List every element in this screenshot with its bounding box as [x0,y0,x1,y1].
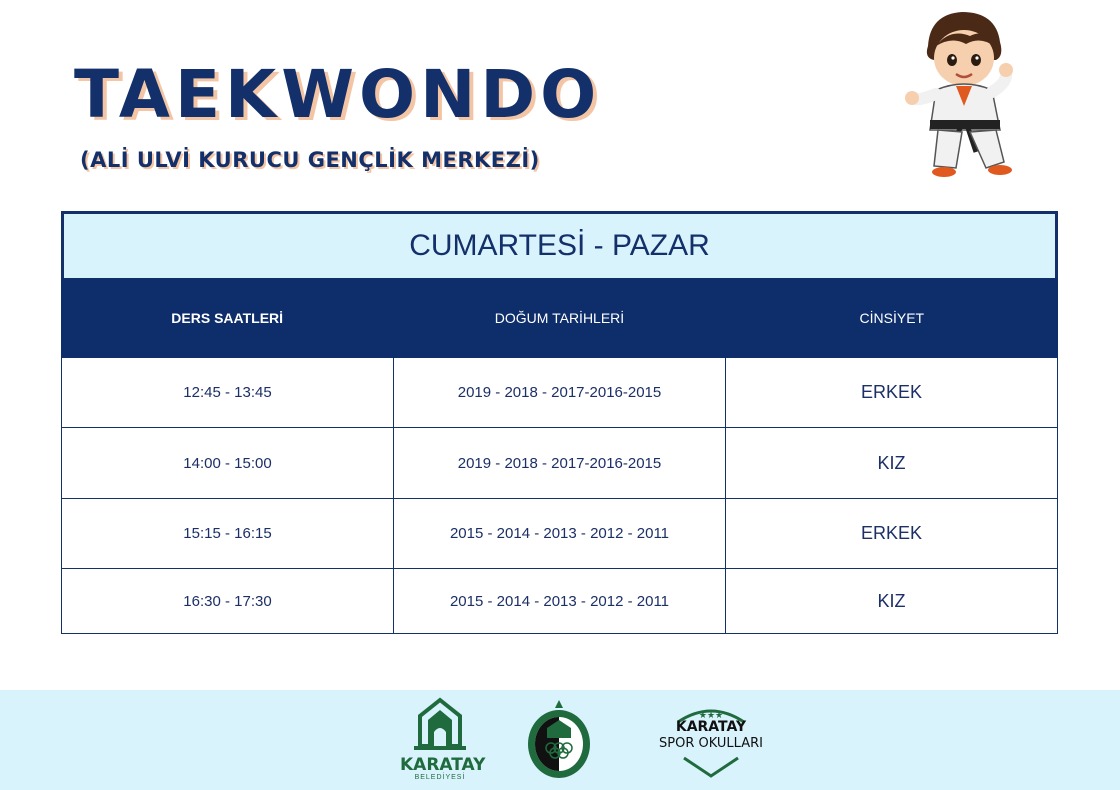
column-headers [61,278,1058,358]
cell-hours: 16:30 - 17:30 [62,569,394,633]
logo3-sub: SPOR OKULLARI [659,736,763,751]
day-header: CUMARTESİ - PAZAR [61,211,1058,278]
column-header-hours: DERS SAATLERİ [171,310,284,326]
cell-hours: 12:45 - 13:45 [62,358,394,427]
cell-gender: KIZ [877,452,906,473]
svg-text:★★★: ★★★ [698,711,724,721]
column-header-gender: CİNSİYET [859,310,925,326]
cell-gender: ERKEK [860,382,923,402]
cell-gender: KIZ [877,590,906,611]
schedule-table [61,211,1058,634]
cell-birth-years: 2015 - 2014 - 2013 - 2012 - 2011 [394,499,726,568]
cell-birth-years: 2019 - 2018 - 2017-2016-2015 [394,428,726,498]
cell-birth-years: 2019 - 2018 - 2017-2016-2015 [394,358,726,427]
page-subtitle: (ALİ ULVİ KURUCU GENÇLİK MERKEZİ) [80,148,540,172]
karatay-belediyespor-badge [525,698,593,782]
cell-birth-years: 2015 - 2014 - 2013 - 2012 - 2011 [394,569,726,633]
table-row [61,428,1058,499]
mosque-icon [400,696,480,752]
table-row [61,358,1058,428]
taekwondo-kid-illustration [900,6,1030,182]
table-row [61,499,1058,569]
karatay-municipality-logo [400,696,486,786]
column-header-birth-years: DOĞUM TARİHLERİ [494,310,625,326]
karatay-sport-schools-logo [636,700,786,780]
cell-hours: 15:15 - 16:15 [62,499,394,568]
cell-hours: 14:00 - 15:00 [62,428,394,498]
logo1-name: KARATAY [400,755,486,775]
page-title: TAEKWONDO [74,56,602,133]
cell-gender: ERKEK [860,523,923,543]
table-row [61,569,1058,634]
logo1-sub: BELEDİYESİ [414,774,466,781]
footer-logo-bar [0,690,1120,790]
logo3-name: KARATAY [675,719,747,735]
